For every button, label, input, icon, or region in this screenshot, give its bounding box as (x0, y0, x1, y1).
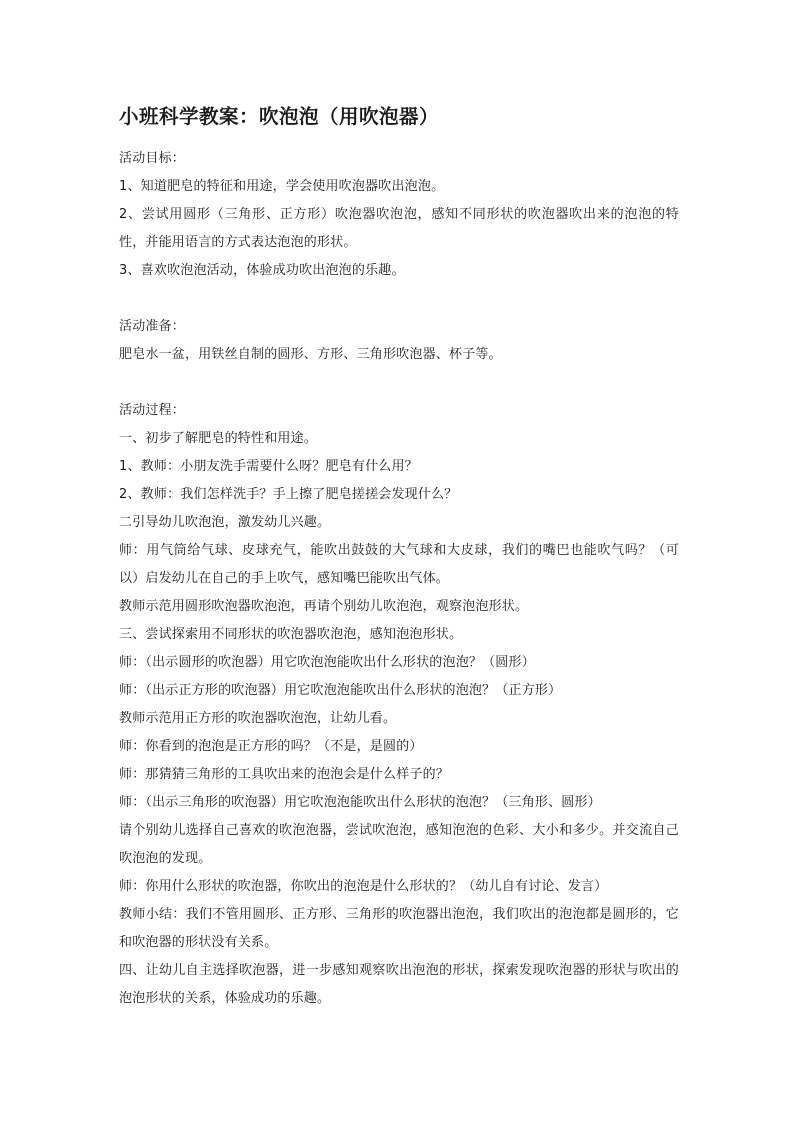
paragraph: 师：那猜猜三角形的工具吹出来的泡泡会是什么样子的？ (119, 767, 450, 782)
paragraph: 师：用气筒给气球、皮球充气，能吹出鼓鼓的大气球和大皮球，我们的嘴巴也能吹气吗？（可以）启发幼儿在自己的手上吹气，感知嘴巴能吹出气体。 (119, 543, 679, 586)
paragraph: 请个别幼儿选择自己喜欢的吹泡泡器，尝试吹泡泡，感知泡泡的色彩、大小和多少。并交流自己吹泡泡的发现。 (119, 823, 679, 866)
paragraph: 活动过程： (119, 403, 186, 418)
paragraph-list (119, 145, 679, 1013)
paragraph: 四、让幼儿自主选择吹泡器，进一步感知观察吹出泡泡的形状，探索发现吹泡器的形状与吹出的泡泡形状的关系，体验成功的乐趣。 (119, 963, 679, 1006)
paragraph: 教师小结：我们不管用圆形、正方形、三角形的吹泡器出泡泡，我们吹出的泡泡都是圆形的，它和吹泡器的形状没有关系。 (119, 907, 679, 950)
paragraph: 教师示范用圆形吹泡器吹泡泡，再请个别幼儿吹泡泡，观察泡泡形状。 (119, 599, 529, 614)
document-body (119, 103, 679, 1013)
paragraph: 1、教师：小朋友洗手需要什么呀？肥皂有什么用？ (119, 459, 418, 474)
paragraph: 肥皂水一盆，用铁丝自制的圆形、方形、三角形吹泡器、杯子等。 (119, 347, 502, 362)
paragraph: 活动目标： (119, 151, 186, 166)
paragraph: 三、尝试探索用不同形状的吹泡器吹泡泡，感知泡泡形状。 (119, 627, 463, 642)
paragraph: 师：（出示正方形的吹泡器）用它吹泡泡能吹出什么形状的泡泡？（正方形） (119, 683, 562, 698)
paragraph: 活动准备： (119, 319, 186, 334)
paragraph: 师：（出示三角形的吹泡器）用它吹泡泡能吹出什么形状的泡泡？（三角形、圆形） (119, 795, 601, 810)
paragraph: 2、教师：我们怎样洗手？手上擦了肥皂搓搓会发现什么？ (119, 487, 458, 502)
paragraph: 一、初步了解肥皂的特性和用途。 (119, 431, 318, 446)
paragraph: 师：你用什么形状的吹泡器，你吹出的泡泡是什么形状的？（幼儿自有讨论、发言） (119, 879, 608, 894)
document-title: 小班科学教案：吹泡泡（用吹泡器） (119, 105, 440, 128)
paragraph: 教师示范用正方形的吹泡器吹泡泡，让幼儿看。 (119, 711, 397, 726)
paragraph: 2、尝试用圆形（三角形、正方形）吹泡器吹泡泡，感知不同形状的吹泡器吹出来的泡泡的特性，并能用语言的方式表达泡泡的形状。 (119, 207, 679, 250)
blank-line (119, 285, 679, 313)
paragraph: 3、喜欢吹泡泡活动，体验成功吹出泡泡的乐趣。 (119, 263, 405, 278)
paragraph: 师：（出示圆形的吹泡器）用它吹泡泡能吹出什么形状的泡泡？（圆形） (119, 655, 535, 670)
paragraph: 二引导幼儿吹泡泡，激发幼儿兴趣。 (119, 515, 331, 530)
paragraph: 1、知道肥皂的特征和用途，学会使用吹泡器吹出泡泡。 (119, 179, 445, 194)
blank-line (119, 369, 679, 397)
paragraph: 师：你看到的泡泡是正方形的吗？（不是，是圆的） (119, 739, 423, 754)
